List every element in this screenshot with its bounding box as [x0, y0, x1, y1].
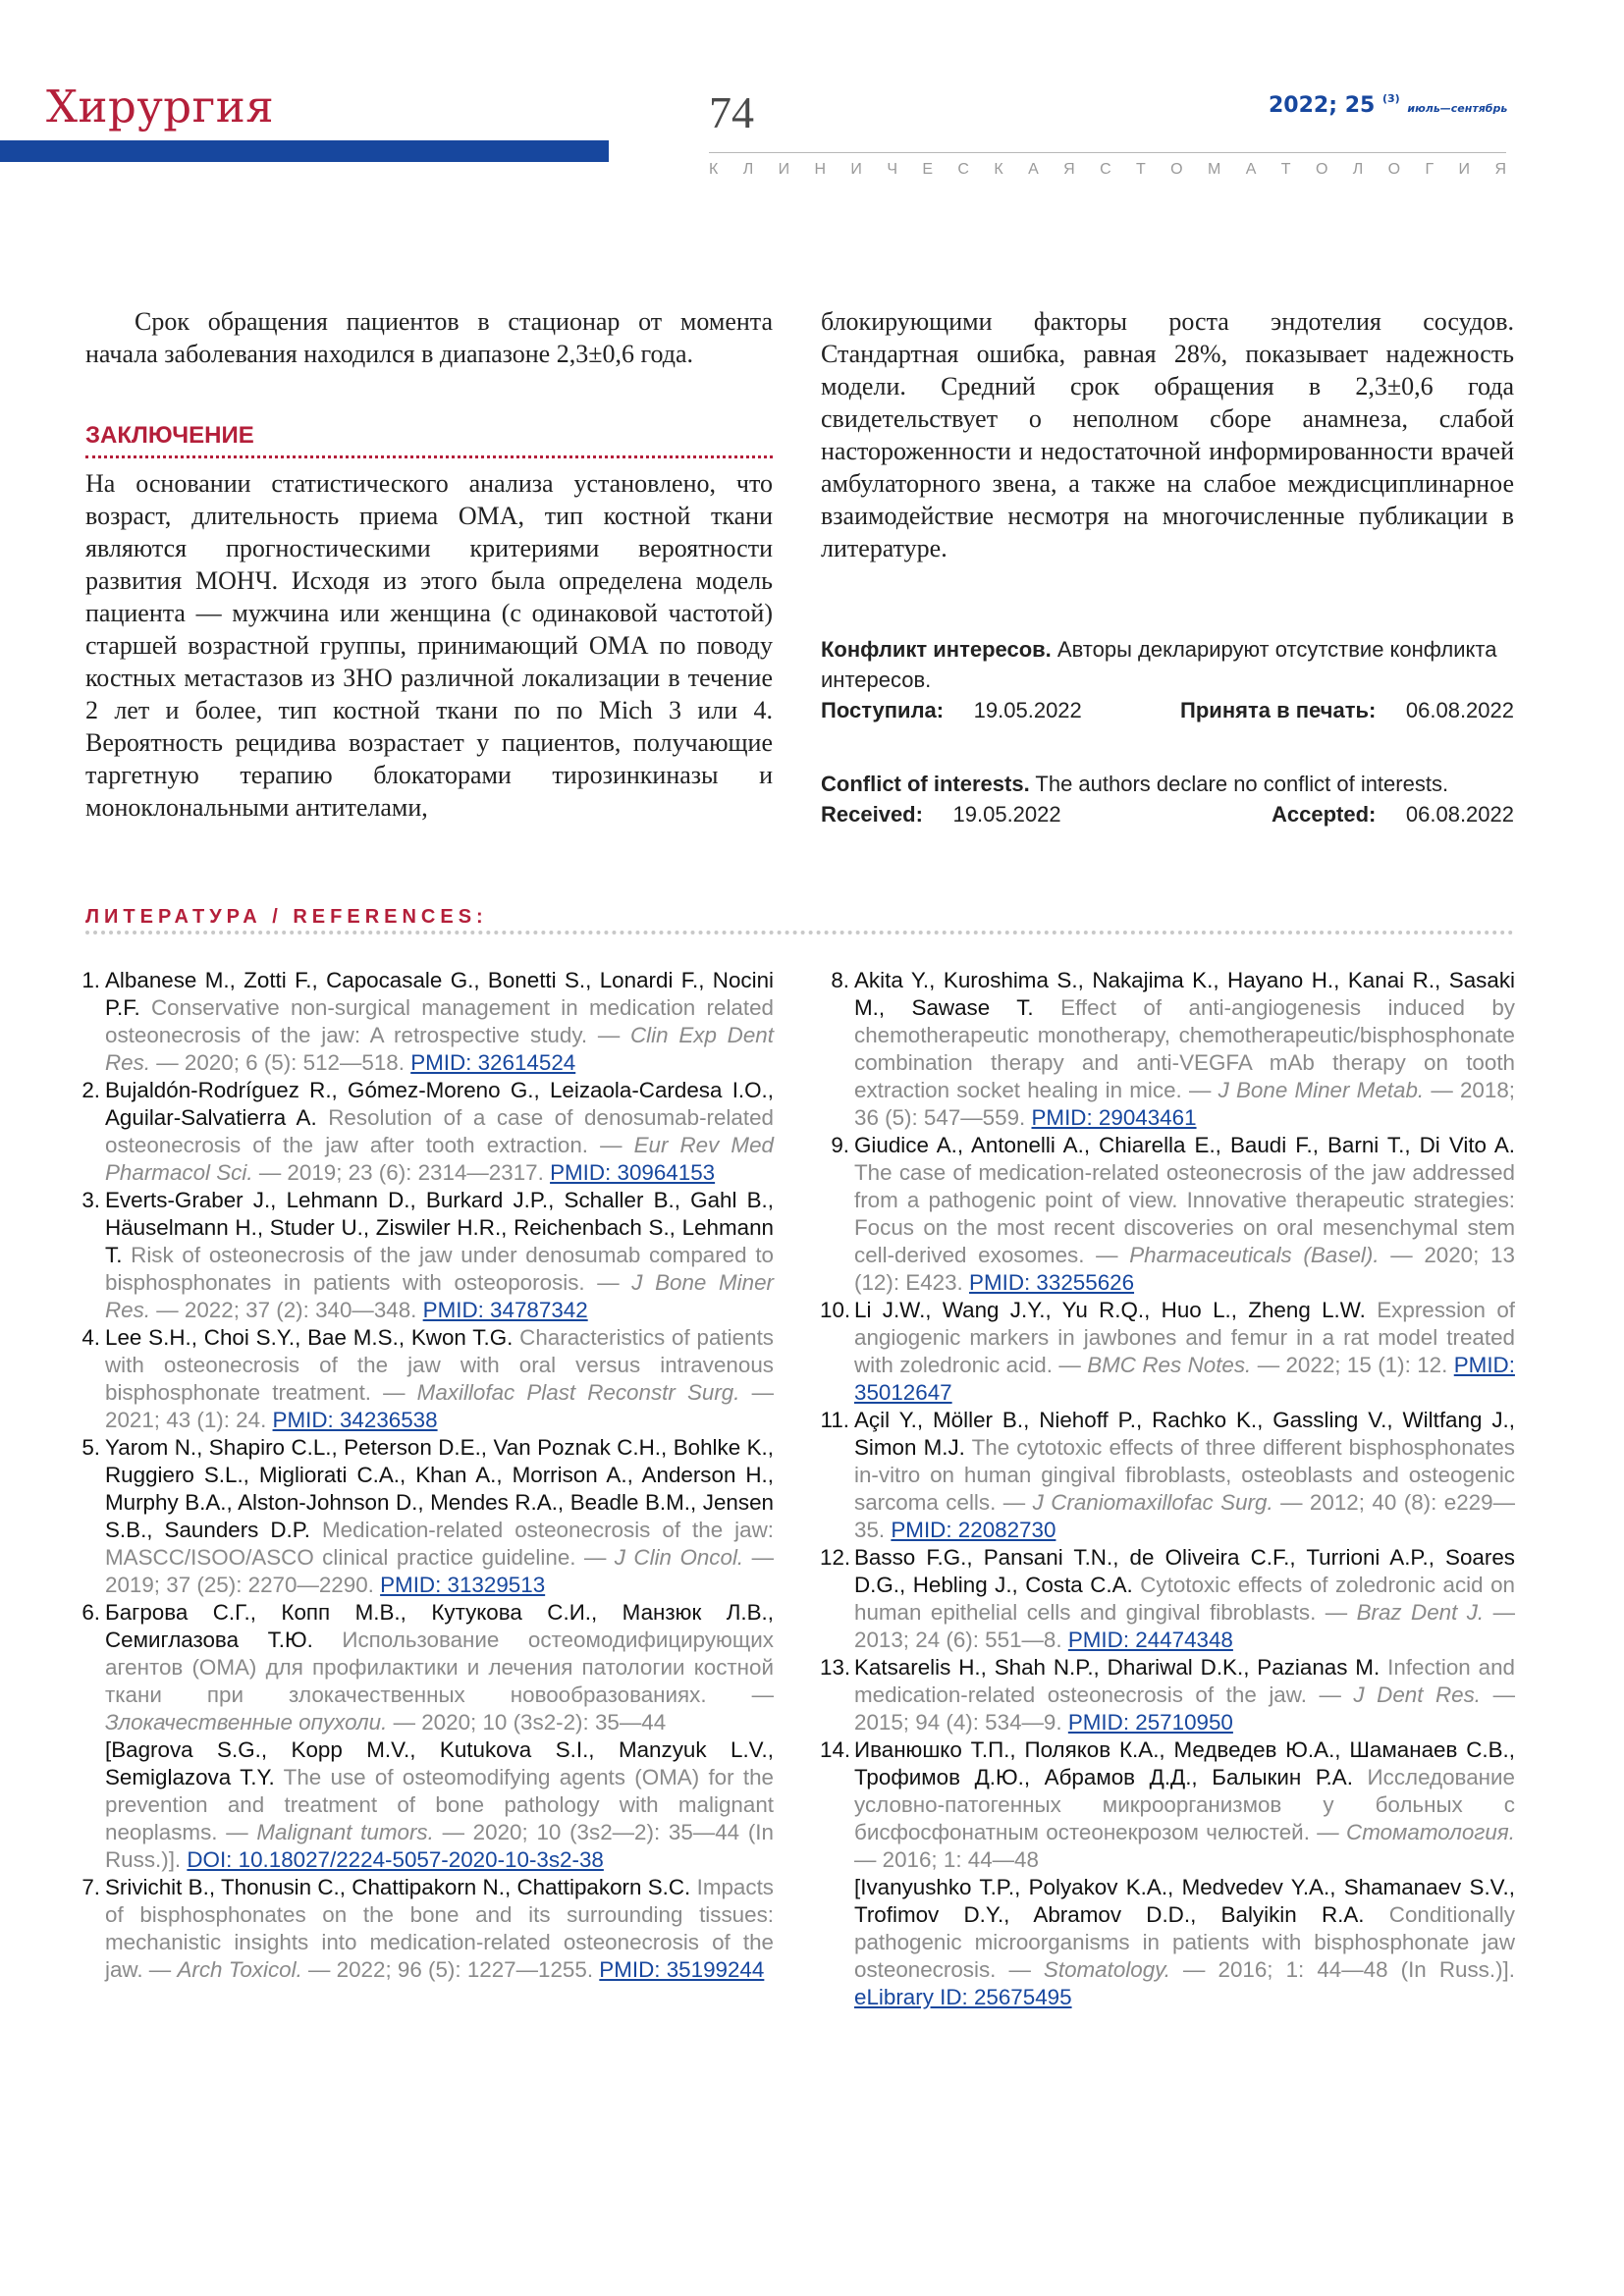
reference-item — [71, 1599, 774, 1874]
reference-title: Использование остеомодифицирующих агентов (ОМА) для профилактики и лечения патологии костной ткани при злокачественных новообразованиях. — — [105, 1628, 774, 1707]
reference-link[interactable]: PMID: 34787342 — [422, 1298, 588, 1322]
reference-link[interactable]: PMID: 35012647 — [854, 1353, 1515, 1405]
reference-item — [71, 1434, 774, 1599]
section-title: Хирургия — [46, 80, 275, 133]
conflict-en-text: Conflict of interests. The authors declare no conflict of interests. — [821, 772, 1449, 796]
reference-number: 10. — [820, 1298, 851, 1322]
reference-link[interactable]: eLibrary ID: 25675495 — [854, 1985, 1072, 2009]
reference-journal: Стоматология. — [1346, 1820, 1515, 1844]
section-color-bar — [0, 140, 609, 162]
reference-authors: Açil Y., Möller B., Niehoff P., Rachko K., Gassling V., Wiltfang J., Simon M.J. — [854, 1408, 1515, 1460]
reference-journal: J Craniomaxillofac Surg. — [1032, 1490, 1273, 1515]
reference-item — [71, 1874, 774, 1984]
reference-link[interactable]: DOI: 10.18027/2224-5057-2020-10-3s2-38 — [187, 1847, 604, 1872]
issue-info — [1269, 92, 1507, 118]
received-en-date: 19.05.2022 — [952, 802, 1061, 827]
reference-title: The cytotoxic effects of three different bisphosphonates in-vitro on human gingival fibroblasts, osteoblasts and osteogenic sarcoma cells. — — [854, 1435, 1515, 1515]
reference-authors-en: [Ivanyushko T.P., Polyakov K.A., Medvedev Y.A., Shamanaev S.V., Trofimov D.Y., Abramov D.D., Balyikin R.A. — [854, 1875, 1515, 1927]
reference-item — [71, 1324, 774, 1434]
reference-title: Effect of anti-angiogenesis induced by chemotherapeutic monotherapy, chemotherapeutic/bisphosphonate combination therapy and anti-VEGFA mAb therapy on tooth extraction socket healing in mice. — — [854, 995, 1515, 1102]
conclusion-heading: ЗАКЛЮЧЕНИЕ — [85, 422, 773, 458]
reference-link[interactable]: PMID: 32614524 — [410, 1050, 576, 1075]
reference-authors: Lee S.H., Choi S.Y., Bae M.S., Kwon T.G. — [105, 1325, 514, 1350]
conclusion-paragraph: На основании статистического анализа установлено, что возраст, длительность приема ОМА, тип костной ткани являются прогностическими критериями вероятности развития МОНЧ. Исходя из этого была определена модель пациента — мужчина или женщина (с одинаковой частотой) старшей возрастной группы, принимающий ОМА по поводу костных метастазов из ЗНО различной локализации в течение 2 лет и более, тип костной ткани по по Mich 3 или 4. Вероятность рецидива возрастает у пациентов, получающие таргетную терапию блокаторами тирозинкиназы и моноклональными антителами, — [85, 469, 773, 822]
reference-title: Исследование условно-патогенных микроорганизмов у больных с бисфосфонатным остеонекрозом челюстей. — — [854, 1765, 1515, 1844]
reference-number: 4. — [81, 1325, 100, 1350]
reference-translation — [854, 1874, 1515, 2011]
reference-journal: Злокачественные опухоли. — [105, 1710, 388, 1735]
left-column-intro — [85, 305, 773, 370]
reference-link[interactable]: PMID: 33255626 — [969, 1270, 1135, 1295]
reference-number: 14. — [820, 1737, 851, 1762]
reference-link[interactable]: PMID: 35199244 — [599, 1957, 765, 1982]
reference-authors: Иванюшко Т.П., Поляков К.А., Медведев Ю.А., Шаманаев С.В., Трофимов Д.Ю., Абрамов Д.Д., Балыкин Р.А. — [854, 1737, 1515, 1789]
reference-title: The case of medication-related osteonecrosis of the jaw addressed from a pathogenic point of view. Innovative therapeutic strategies: Focus on the most recent discoveries on oral mesenchymal stem cell-derived exosomes. — — [854, 1160, 1515, 1267]
reference-item — [71, 967, 774, 1077]
reference-number: 5. — [81, 1435, 100, 1460]
reference-link[interactable]: PMID: 31329513 — [380, 1573, 546, 1597]
reference-title: Medication-related osteonecrosis of the jaw: MASCC/ISOO/ASCO clinical practice guideline. — — [105, 1518, 774, 1570]
reference-journal: Arch Toxicol. — [177, 1957, 302, 1982]
reference-journal-en: Stomatology. — [1043, 1957, 1170, 1982]
reference-details: — 2019; 37 (25): 2270—2290. — [105, 1545, 774, 1597]
conflict-en-block — [821, 769, 1514, 829]
reference-authors: Akita Y., Kuroshima S., Nakajima K., Hayano H., Kanai R., Sasaki M., Sawase T. — [854, 968, 1515, 1020]
references-right-list — [820, 967, 1515, 2011]
right-paragraph: блокирующими факторы роста эндотелия сосудов. Стандартная ошибка, равная 28%, показывает надежность модели. Средний срок обращения в 2,3±0,6 года свидетельствует о неполном сборе анамнеза, слабой настороженности и недостаточной информированности врачей амбулаторного звена, а также на слабое междисциплинарное взаимодействие несмотря на многочисленные публикации в литературе. — [821, 307, 1514, 562]
accepted-ru-date: 06.08.2022 — [1405, 698, 1514, 722]
reference-title: Expression of angiogenic markers in jawbones and femur in a rat model treated with zoledronic acid. — — [854, 1298, 1515, 1377]
reference-authors: Srivichit B., Thonusin C., Chattipakorn N., Chattipakorn S.C. — [105, 1875, 691, 1899]
reference-authors: Li J.W., Wang J.Y., Yu R.Q., Huo L., Zheng L.W. — [854, 1298, 1366, 1322]
issue-number: (3) — [1381, 92, 1400, 105]
issue-months: июль—сентябрь — [1407, 102, 1508, 115]
reference-journal: J Bone Miner Res. — [105, 1270, 774, 1322]
reference-journal: BMC Res Notes. — [1087, 1353, 1252, 1377]
reference-details: — 2021; 43 (1): 24. — [105, 1380, 774, 1432]
reference-number: 2. — [81, 1078, 100, 1102]
reference-title: Cytotoxic effects of zoledronic acid on human epithelial cells and gingival fibroblasts. — — [854, 1573, 1515, 1625]
reference-details: — 2013; 24 (6): 551—8. — [854, 1600, 1515, 1652]
reference-title: Characteristics of patients with osteonecrosis of the jaw with oral versus intravenous bisphosphonate treatment. — — [105, 1325, 774, 1405]
reference-details: — 2020; 13 (12): E423. — [854, 1243, 1515, 1295]
reference-details: — 2022; 96 (5): 1227—1255. — [308, 1957, 594, 1982]
reference-number: 9. — [831, 1133, 849, 1157]
reference-details: — 2020; 10 (3s2-2): 35—44 — [393, 1710, 667, 1735]
references-left-column — [71, 967, 774, 1984]
header-rule — [709, 152, 1506, 153]
reference-link[interactable]: PMID: 30964153 — [550, 1160, 716, 1185]
reference-title: Infection and medication-related osteonecrosis of the jaw. — — [854, 1655, 1515, 1707]
intro-paragraph: Срок обращения пациентов в стационар от момента начала заболевания находился в диапазоне 2,3±0,6 года. — [85, 307, 773, 368]
reference-item — [71, 1187, 774, 1324]
reference-journal: Braz Dent J. — [1356, 1600, 1485, 1625]
reference-link[interactable]: PMID: 29043461 — [1031, 1105, 1197, 1130]
reference-title: Impacts of bisphosphonates on the bone and its surrounding tissues: mechanistic insights into medication-related osteonecrosis of the jaw. — — [105, 1875, 774, 1982]
reference-details: — 2020; 6 (5): 512—518. — [156, 1050, 405, 1075]
reference-number: 7. — [81, 1875, 100, 1899]
reference-title: Conservative non-surgical management in medication related osteonecrosis of the jaw: A retrospective study. — — [105, 995, 774, 1047]
reference-details-en: — 2020; 10 (3s2—2): 35—44 (In Russ.)]. — [105, 1820, 774, 1872]
reference-link[interactable]: PMID: 34236538 — [272, 1408, 438, 1432]
reference-journal-en: Malignant tumors. — [256, 1820, 434, 1844]
reference-details: — 2012; 40 (8): e229—35. — [854, 1490, 1515, 1542]
reference-authors: Багрова С.Г., Копп М.В., Кутукова С.И., Манзюк Л.В., Семиглазова Т.Ю. — [105, 1600, 774, 1652]
reference-authors: Katsarelis H., Shah N.P., Dhariwal D.K., Pazianas M. — [854, 1655, 1380, 1680]
conclusion-body — [85, 467, 773, 824]
reference-authors: Bujaldón-Rodríguez R., Gómez-Moreno G., Leizaola-Cardesa I.O., Aguilar-Salvatierra A. — [105, 1078, 774, 1130]
reference-item — [820, 1544, 1515, 1654]
reference-details: — 2022; 37 (2): 340—348. — [156, 1298, 417, 1322]
reference-details: — 2015; 94 (4): 534—9. — [854, 1682, 1515, 1735]
references-heading: ЛИТЕРАТУРА / REFERENCES: — [85, 906, 488, 928]
reference-journal: J Dent Res. — [1353, 1682, 1482, 1707]
received-ru-label: Поступила: — [821, 698, 945, 722]
reference-number: 11. — [820, 1408, 849, 1432]
reference-item — [820, 1654, 1515, 1736]
reference-translation — [105, 1736, 774, 1874]
reference-number: 3. — [81, 1188, 100, 1212]
reference-number: 13. — [820, 1655, 851, 1680]
reference-item — [820, 1132, 1515, 1297]
reference-journal: Maxillofac Plast Reconstr Surg. — [416, 1380, 740, 1405]
reference-number: 6. — [81, 1600, 100, 1625]
references-rule — [85, 931, 1514, 934]
reference-journal: Eur Rev Med Pharmacol Sci. — [105, 1133, 774, 1185]
reference-details: — 2016; 1: 44—48 — [854, 1847, 1039, 1872]
right-column — [821, 305, 1514, 564]
reference-details: — 2022; 15 (1): 12. — [1257, 1353, 1448, 1377]
reference-journal: Pharmaceuticals (Basel). — [1129, 1243, 1380, 1267]
conflict-ru-text: Конфликт интересов. Авторы декларируют отсутствие конфликта интересов. — [821, 637, 1497, 692]
reference-item — [820, 1736, 1515, 2011]
received-ru-date: 19.05.2022 — [973, 698, 1082, 722]
journal-name: К Л И Н И Ч Е С К А Я С Т О М А Т О Л О Г И Я — [709, 161, 1506, 178]
reference-authors: Everts-Graber J., Lehmann D., Burkard J.P., Schaller B., Gahl B., Häuselmann H., Studer U., Ziswiler H.R., Reichenbach S., Lehmann T. — [105, 1188, 774, 1267]
accepted-en-label: Accepted: — [1271, 802, 1377, 827]
reference-title-en: Conditionally pathogenic microorganisms in patients with bisphosphonate jaw osteonecrosis. — — [854, 1902, 1515, 1982]
reference-journal: J Clin Oncol. — [614, 1545, 744, 1570]
reference-journal: J Bone Miner Metab. — [1218, 1078, 1425, 1102]
reference-item — [71, 1077, 774, 1187]
reference-link[interactable]: PMID: 24474348 — [1067, 1628, 1233, 1652]
accepted-en-date: 06.08.2022 — [1405, 802, 1514, 827]
reference-details: — 2019; 23 (6): 2314—2317. — [258, 1160, 544, 1185]
reference-title-en: The use of osteomodifying agents (OMA) for the prevention and treatment of bone pathology with malignant neoplasms. — — [105, 1765, 774, 1844]
reference-authors: Giudice A., Antonelli A., Chiarella E., Baudi F., Barni T., Di Vito A. — [854, 1133, 1515, 1157]
reference-link[interactable]: PMID: 25710950 — [1067, 1710, 1233, 1735]
reference-authors: Albanese M., Zotti F., Capocasale G., Bonetti S., Lonardi F., Nocini P.F. — [105, 968, 774, 1020]
references-left-list — [71, 967, 774, 1984]
page-number: 74 — [709, 87, 754, 137]
dates-en-row — [821, 799, 1514, 829]
reference-authors: Yarom N., Shapiro C.L., Peterson D.E., Van Poznak C.H., Bohlke K., Ruggiero S.L., Migliorati C.A., Khan A., Morrison A., Anderson H., Murphy B.A., Alston-Johnson D., Mendes R.A., Beadle B.M., Jensen S.B., Saunders D.P. — [105, 1435, 774, 1542]
reference-item — [820, 1297, 1515, 1407]
reference-number: 1. — [81, 968, 100, 992]
reference-title: Risk of osteonecrosis of the jaw under denosumab compared to bisphosphonates in patients with osteoporosis. — — [105, 1243, 774, 1295]
reference-authors: Basso F.G., Pansani T.N., de Oliveira C.F., Turrioni A.P., Soares D.G., Hebling J., Costa C.A. — [854, 1545, 1515, 1597]
reference-number: 8. — [831, 968, 849, 992]
reference-item — [820, 1407, 1515, 1544]
reference-title: Resolution of a case of denosumab-related osteonecrosis of the jaw after tooth extraction. — — [105, 1105, 774, 1157]
received-en-label: Received: — [821, 802, 923, 827]
accepted-ru-label: Принята в печать: — [1180, 698, 1377, 722]
dates-ru-row — [821, 695, 1514, 725]
issue-year-volume: 2022; 25 — [1269, 93, 1376, 118]
conflict-ru-block — [821, 634, 1514, 725]
reference-link[interactable]: PMID: 22082730 — [891, 1518, 1056, 1542]
reference-authors-en: [Bagrova S.G., Kopp M.V., Kutukova S.I., Manzyuk L.V., Semiglazova T.Y. — [105, 1737, 774, 1789]
reference-item — [820, 967, 1515, 1132]
reference-details-en: — 2016; 1: 44—48 (In Russ.)]. — [1183, 1957, 1515, 1982]
references-right-column — [820, 967, 1515, 2011]
reference-number: 12. — [820, 1545, 851, 1570]
reference-details: — 2018; 36 (5): 547—559. — [854, 1078, 1515, 1130]
reference-journal: Clin Exp Dent Res. — [105, 1023, 774, 1075]
